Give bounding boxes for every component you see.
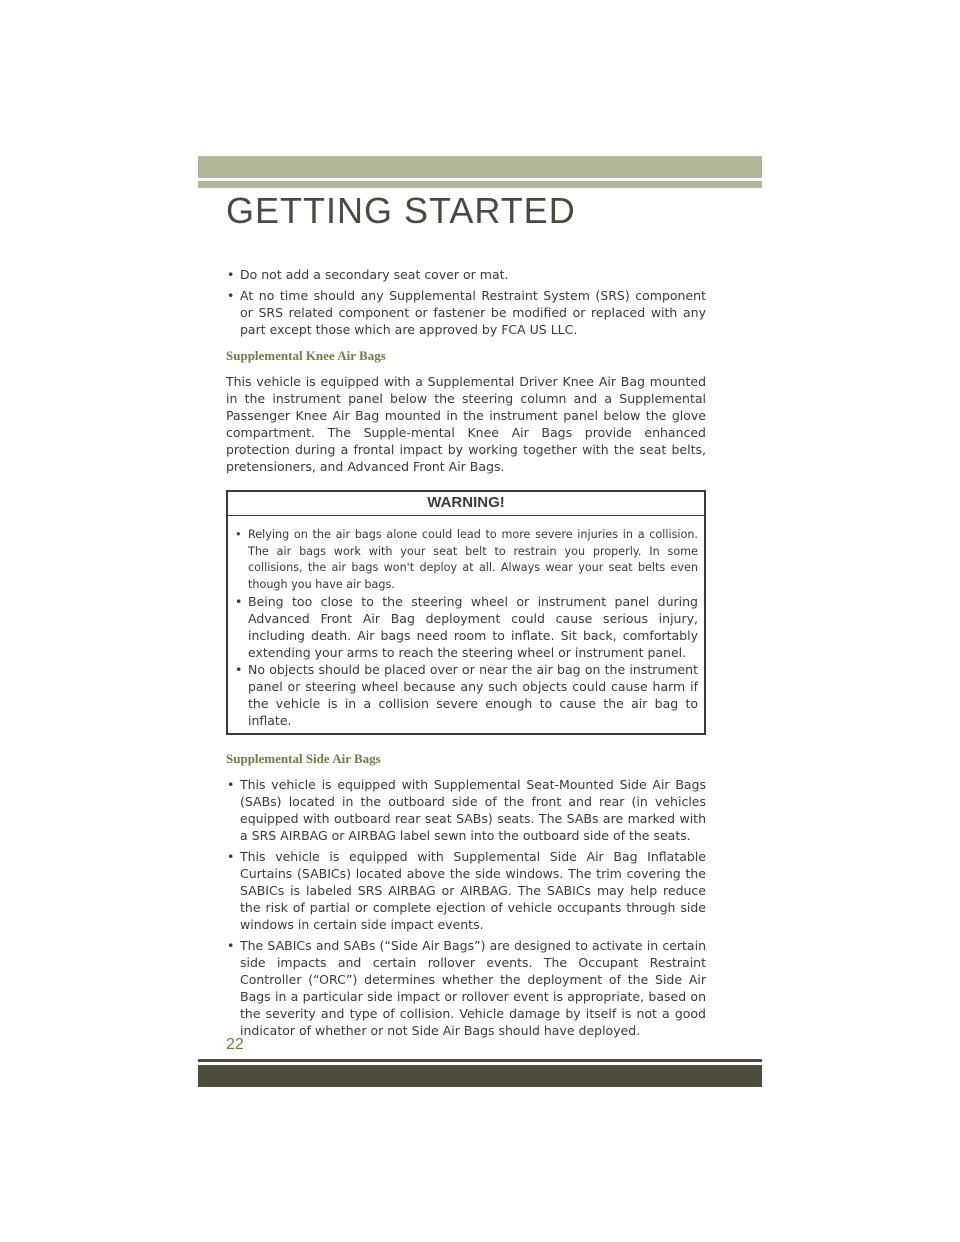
section-title: GETTING STARTED: [226, 190, 576, 231]
bullet-icon: •: [235, 662, 243, 677]
bullet-icon: •: [227, 777, 235, 792]
list-item: [226, 937, 706, 1039]
bullet-icon: •: [227, 267, 235, 282]
warning-item-text: No objects should be placed over or near the air bag on the instrument panel or steering wheel because any such objects could cause harm if the vehicle is in a collision severe enough to cause the air bag to inflate.: [248, 662, 698, 728]
warning-item: [234, 661, 698, 729]
page-content: [226, 266, 706, 1043]
list-item: [226, 776, 706, 844]
list-item: [226, 848, 706, 933]
header-band: [198, 156, 762, 178]
side-airbag-heading: Supplemental Side Air Bags: [226, 751, 381, 766]
list-item: [226, 266, 706, 283]
warning-list: [234, 527, 698, 729]
page-number: 22: [226, 1036, 244, 1053]
warning-item-text: Relying on the air bags alone could lead to more severe injuries in a collision. The air bags work with your seat belt to restrain you properly. In some collisions, the air bags won't deploy at all. Always wear your seat belts even though you have air bags.: [248, 528, 698, 591]
warning-box: [226, 490, 706, 735]
list-item-text: This vehicle is equipped with Supplemental Side Air Bag Inflatable Curtains (SABICs) located above the side windows. The trim covering the SABICs is labeled SRS AIRBAG or AIRBAG. The SABICs may help reduce the risk of partial or complete ejection of vehicle occupants through side windows in certain side impact events.: [240, 849, 706, 932]
list-item-text: This vehicle is equipped with Supplemental Seat-Mounted Side Air Bags (SABs) located in the outboard side of the front and rear (in vehicles equipped with outboard rear seat SABs) seats. The SABs are marked with a SRS AIRBAG or AIRBAG label sewn into the outboard side of the seats.: [240, 777, 706, 843]
list-item-text: Do not add a secondary seat cover or mat.: [240, 267, 509, 282]
knee-airbag-paragraph: This vehicle is equipped with a Supplemental Driver Knee Air Bag mounted in the instrument panel below the steering column and a Supplemental Passenger Knee Air Bag mounted in the instrument panel below the glove compartment. The Supple-mental Knee Air Bags provide enhanced protection during a frontal impact by working together with the seat belts, pretensioners, and Advanced Front Air Bags.: [226, 374, 706, 474]
list-item-text: At no time should any Supplemental Restraint System (SRS) component or SRS related component or fastener be modified or replaced with any part except those which are approved by FCA US LLC.: [240, 288, 706, 337]
side-bullet-list: [226, 776, 706, 1039]
top-bullet-list: [226, 266, 706, 338]
warning-item-text: Being too close to the steering wheel or instrument panel during Advanced Front Air Bag deployment could cause serious injury, including death. Air bags need room to inflate. Sit back, comfortably extending your arms to reach the steering wheel or instrument panel.: [248, 594, 698, 660]
knee-airbag-heading: Supplemental Knee Air Bags: [226, 348, 386, 363]
bullet-icon: •: [227, 288, 235, 303]
header-band-stripe: [198, 181, 762, 188]
bullet-icon: •: [235, 528, 242, 541]
bullet-icon: •: [235, 594, 243, 609]
bullet-icon: •: [227, 849, 235, 864]
list-item: [226, 287, 706, 338]
warning-title: WARNING!: [228, 492, 704, 516]
footer-rule: [198, 1059, 762, 1062]
list-item-text: The SABICs and SABs (“Side Air Bags”) are designed to activate in certain side impacts and certain rollover events. The Occupant Restraint Controller (“ORC”) determines whether the deployment of the Side Air Bags in a particular side impact or rollover event is appropriate, based on the severity and type of collision. Vehicle damage by itself is not a good indicator of whether or not Side Air Bags should have deployed.: [240, 938, 706, 1038]
warning-item: [234, 593, 698, 661]
bullet-icon: •: [227, 938, 235, 953]
warning-item: [234, 527, 698, 593]
footer-band: [198, 1065, 762, 1087]
